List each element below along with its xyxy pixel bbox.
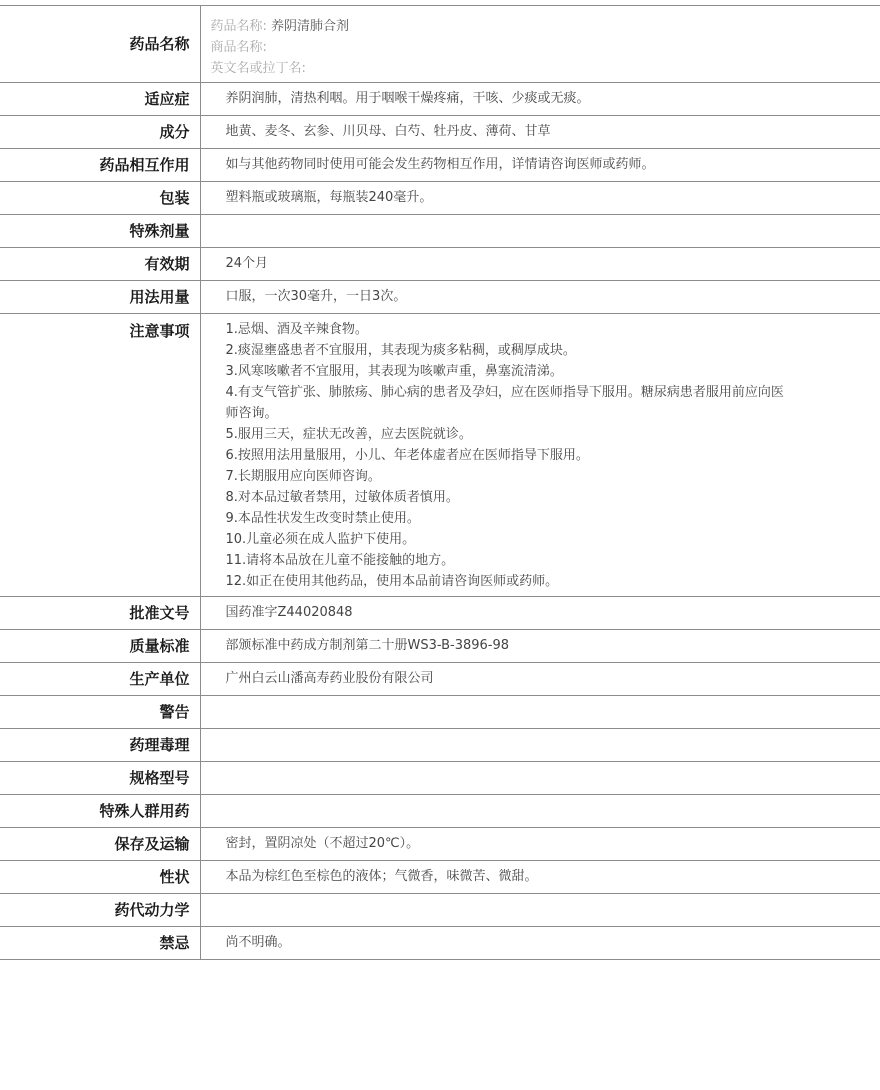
precaution-item: 4.有支气管扩张、肺脓疡、肺心病的患者及孕妇，应在医师指导下服用。糖尿病患者服用前应向医师咨询。 bbox=[225, 385, 784, 421]
row-label: 适应症 bbox=[0, 83, 200, 116]
precaution-item: 8.对本品过敏者禁用，过敏体质者慎用。 bbox=[225, 490, 459, 505]
generic-name-value: 养阴清肺合剂 bbox=[271, 19, 350, 34]
precaution-item: 6.按照用法用量服用，小儿、年老体虚者应在医师指导下服用。 bbox=[225, 448, 589, 463]
info-row bbox=[0, 116, 880, 149]
trade-name-line bbox=[211, 37, 880, 58]
precautions-list bbox=[200, 314, 880, 597]
info-row bbox=[0, 927, 880, 960]
info-row bbox=[0, 795, 880, 828]
row-value: 国药准字Z44020848 bbox=[225, 605, 353, 620]
precaution-item: 3.风寒咳嗽者不宜服用，其表现为咳嗽声重，鼻塞流清涕。 bbox=[225, 364, 563, 379]
row-value bbox=[200, 729, 880, 762]
info-row bbox=[0, 729, 880, 762]
row-value: 密封，置阴凉处（不超过20℃）。 bbox=[225, 836, 420, 851]
drug-name-row bbox=[0, 6, 880, 83]
row-value: 地黄、麦冬、玄参、川贝母、白芍、牡丹皮、薄荷、甘草 bbox=[225, 124, 551, 139]
row-label: 注意事项 bbox=[0, 314, 200, 597]
precaution-item: 5.服用三天，症状无改善，应去医院就诊。 bbox=[225, 427, 472, 442]
row-value bbox=[200, 762, 880, 795]
row-value bbox=[200, 894, 880, 927]
row-value: 口服，一次30毫升，一日3次。 bbox=[225, 289, 407, 304]
precaution-item: 2.痰湿壅盛患者不宜服用，其表现为痰多粘稠，或稠厚成块。 bbox=[225, 343, 576, 358]
trade-name-key: 商品名称: bbox=[210, 40, 267, 55]
row-value bbox=[200, 215, 880, 248]
info-row bbox=[0, 630, 880, 663]
generic-name-line bbox=[211, 16, 880, 37]
info-row bbox=[0, 828, 880, 861]
row-value: 尚不明确。 bbox=[225, 935, 291, 950]
row-label: 警告 bbox=[0, 696, 200, 729]
precaution-item: 1.忌烟、酒及辛辣食物。 bbox=[225, 322, 368, 337]
row-label: 用法用量 bbox=[0, 281, 200, 314]
row-value: 塑料瓶或玻璃瓶，每瓶装240毫升。 bbox=[225, 190, 433, 205]
row-label: 药品相互作用 bbox=[0, 149, 200, 182]
info-row bbox=[0, 762, 880, 795]
row-label: 批准文号 bbox=[0, 597, 200, 630]
row-label: 药品名称 bbox=[0, 6, 200, 83]
row-label: 特殊剂量 bbox=[0, 215, 200, 248]
row-label: 禁忌 bbox=[0, 927, 200, 960]
row-value: 24个月 bbox=[225, 256, 269, 271]
row-label: 质量标准 bbox=[0, 630, 200, 663]
row-label: 生产单位 bbox=[0, 663, 200, 696]
drug-spec-table bbox=[0, 5, 880, 960]
row-label: 有效期 bbox=[0, 248, 200, 281]
row-value bbox=[200, 795, 880, 828]
row-value: 本品为棕红色至棕色的液体；气微香，味微苦、微甜。 bbox=[225, 869, 538, 884]
row-value: 养阴润肺，清热利咽。用于咽喉干燥疼痛，干咳、少痰或无痰。 bbox=[225, 91, 590, 106]
info-row bbox=[0, 281, 880, 314]
row-label: 包装 bbox=[0, 182, 200, 215]
row-value: 广州白云山潘高寿药业股份有限公司 bbox=[225, 671, 434, 686]
precaution-item: 11.请将本品放在儿童不能接触的地方。 bbox=[225, 553, 455, 568]
info-row bbox=[0, 215, 880, 248]
english-name-line bbox=[211, 58, 880, 79]
row-label: 药理毒理 bbox=[0, 729, 200, 762]
info-row bbox=[0, 597, 880, 630]
info-row bbox=[0, 83, 880, 116]
info-row bbox=[0, 894, 880, 927]
row-value bbox=[200, 696, 880, 729]
info-row bbox=[0, 696, 880, 729]
row-value: 部颁标准中药成方制剂第二十册WS3-B-3896-98 bbox=[225, 638, 510, 653]
info-row bbox=[0, 149, 880, 182]
precaution-item: 12.如正在使用其他药品，使用本品前请咨询医师或药师。 bbox=[225, 574, 559, 589]
row-label: 保存及运输 bbox=[0, 828, 200, 861]
info-row bbox=[0, 663, 880, 696]
row-label: 性状 bbox=[0, 861, 200, 894]
precaution-item: 7.长期服用应向医师咨询。 bbox=[225, 469, 381, 484]
english-name-key: 英文名或拉丁名: bbox=[210, 61, 306, 76]
info-row bbox=[0, 182, 880, 215]
precaution-item: 9.本品性状发生改变时禁止使用。 bbox=[225, 511, 420, 526]
drug-name-values bbox=[200, 6, 880, 83]
precautions-row bbox=[0, 314, 880, 597]
row-label: 规格型号 bbox=[0, 762, 200, 795]
generic-name-key: 药品名称: bbox=[210, 19, 267, 34]
row-label: 成分 bbox=[0, 116, 200, 149]
row-value: 如与其他药物同时使用可能会发生药物相互作用，详情请咨询医师或药师。 bbox=[225, 157, 655, 172]
row-label: 特殊人群用药 bbox=[0, 795, 200, 828]
info-row bbox=[0, 248, 880, 281]
info-row bbox=[0, 861, 880, 894]
row-label: 药代动力学 bbox=[0, 894, 200, 927]
precaution-item: 10.儿童必须在成人监护下使用。 bbox=[225, 532, 416, 547]
